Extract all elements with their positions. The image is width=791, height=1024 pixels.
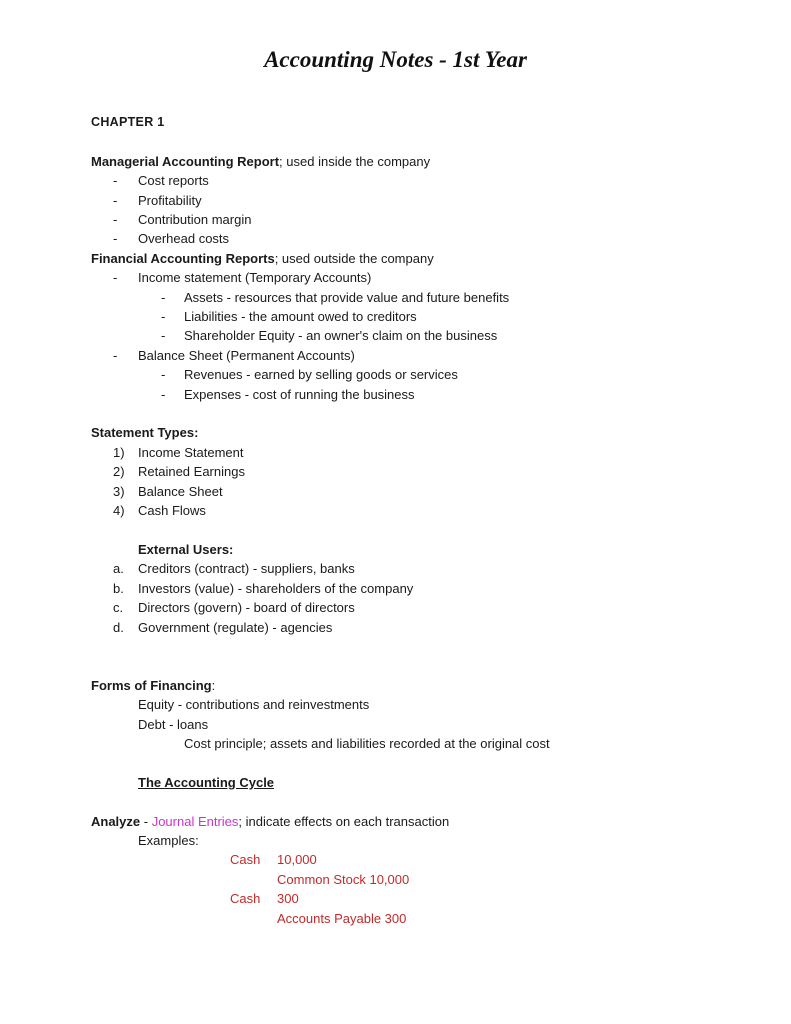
item-number: 3) xyxy=(113,483,125,499)
analyze-heading xyxy=(91,812,791,831)
managerial-heading xyxy=(91,152,791,171)
journal-debit-row xyxy=(91,889,791,908)
managerial-heading-bold: Managerial Accounting Report xyxy=(91,153,280,169)
financial-heading-bold: Financial Accounting Reports xyxy=(91,250,275,266)
bullet-dash: - xyxy=(113,173,118,189)
sub-list-item-text: Expenses - cost of running the business xyxy=(184,386,415,402)
financial-heading xyxy=(91,249,791,268)
item-letter: a. xyxy=(113,561,124,577)
sub-list-item-text: Revenues - earned by selling goods or services xyxy=(184,367,458,383)
sub-list-item xyxy=(91,385,791,404)
list-item-text: Cost reports xyxy=(138,173,209,189)
item-letter: b. xyxy=(113,580,124,596)
chapter-heading: CHAPTER 1 xyxy=(91,115,165,129)
sub-list-item-text: Assets - resources that provide value and future benefits xyxy=(184,289,510,305)
bullet-dash: - xyxy=(113,347,118,363)
journal-credit-row: Common Stock 10,000 xyxy=(277,871,410,887)
spacer xyxy=(91,656,791,675)
sub-list-item xyxy=(91,326,791,345)
analyze-separator: - xyxy=(140,813,152,829)
journal-debit-amount: 300 xyxy=(277,891,299,907)
item-letter: d. xyxy=(113,619,124,635)
item-letter: c. xyxy=(113,600,124,616)
spacer xyxy=(91,132,791,151)
financing-heading-rest: : xyxy=(211,677,216,693)
list-item xyxy=(91,171,791,190)
analyze-lead: Analyze xyxy=(91,813,141,829)
external-users-heading: External Users: xyxy=(138,541,234,557)
journal-debit-amount: 10,000 xyxy=(277,852,317,868)
list-item-text: Balance Sheet (Permanent Accounts) xyxy=(138,347,355,363)
numbered-item xyxy=(91,462,791,481)
list-item-text: Income statement (Temporary Accounts) xyxy=(138,270,372,286)
bullet-dash: - xyxy=(113,192,118,208)
lettered-item-text: Investors (value) - shareholders of the company xyxy=(138,580,414,596)
financing-heading-bold: Forms of Financing xyxy=(91,677,212,693)
accounting-cycle-heading: The Accounting Cycle xyxy=(138,774,275,790)
lettered-item-text: Directors (govern) - board of directors xyxy=(138,600,355,616)
bullet-dash: - xyxy=(161,367,166,383)
numbered-item xyxy=(91,443,791,462)
financing-line: Debt - loans xyxy=(138,716,209,732)
list-item xyxy=(91,210,791,229)
list-item-text: Contribution margin xyxy=(138,212,252,228)
sub-list-item-text: Shareholder Equity - an owner's claim on the business xyxy=(184,328,498,344)
journal-debit-account: Cash xyxy=(230,852,261,868)
item-number: 1) xyxy=(113,444,125,460)
journal-debit-account: Cash xyxy=(230,891,261,907)
item-number: 4) xyxy=(113,503,125,519)
sub-list-item xyxy=(91,307,791,326)
list-item-text: Overhead costs xyxy=(138,231,230,247)
statement-types-heading: Statement Types: xyxy=(91,425,199,441)
list-item xyxy=(91,268,791,287)
list-item xyxy=(91,191,791,210)
numbered-item xyxy=(91,501,791,520)
list-item-text: Profitability xyxy=(138,192,202,208)
bullet-dash: - xyxy=(161,309,166,325)
document-content xyxy=(91,113,791,928)
spacer xyxy=(91,637,791,656)
numbered-item-text: Cash Flows xyxy=(138,503,206,519)
spacer xyxy=(91,792,791,811)
financing-heading xyxy=(91,676,791,695)
cost-principle-note: Cost principle; assets and liabilities recorded at the original cost xyxy=(184,735,550,751)
lettered-item xyxy=(91,598,791,617)
financial-heading-rest: ; used outside the company xyxy=(274,250,434,266)
lettered-item xyxy=(91,579,791,598)
bullet-dash: - xyxy=(161,328,166,344)
item-number: 2) xyxy=(113,464,125,480)
lettered-item-text: Creditors (contract) - suppliers, banks xyxy=(138,561,355,577)
sub-list-item xyxy=(91,288,791,307)
sub-list-item-text: Liabilities - the amount owed to creditors xyxy=(184,309,417,325)
bullet-dash: - xyxy=(113,270,118,286)
spacer xyxy=(91,521,791,540)
spacer xyxy=(91,753,791,772)
numbered-item-text: Balance Sheet xyxy=(138,483,223,499)
list-item xyxy=(91,346,791,365)
numbered-item-text: Retained Earnings xyxy=(138,464,245,480)
bullet-dash: - xyxy=(113,212,118,228)
journal-debit-row xyxy=(91,850,791,869)
document-title: Accounting Notes - 1st Year xyxy=(264,47,527,72)
list-item xyxy=(91,229,791,248)
journal-credit-row: Accounts Payable 300 xyxy=(277,910,407,926)
analyze-rest: ; indicate effects on each transaction xyxy=(238,813,450,829)
numbered-item xyxy=(91,482,791,501)
spacer xyxy=(91,404,791,423)
lettered-item xyxy=(91,559,791,578)
bullet-dash: - xyxy=(161,386,166,402)
managerial-heading-rest: ; used inside the company xyxy=(279,153,431,169)
journal-entries-highlight: Journal Entries xyxy=(151,813,239,829)
sub-list-item xyxy=(91,365,791,384)
lettered-item-text: Government (regulate) - agencies xyxy=(138,619,333,635)
financing-line: Equity - contributions and reinvestments xyxy=(138,697,370,713)
bullet-dash: - xyxy=(161,289,166,305)
examples-label: Examples: xyxy=(138,832,199,848)
lettered-item xyxy=(91,618,791,637)
numbered-item-text: Income Statement xyxy=(138,444,244,460)
bullet-dash: - xyxy=(113,231,118,247)
